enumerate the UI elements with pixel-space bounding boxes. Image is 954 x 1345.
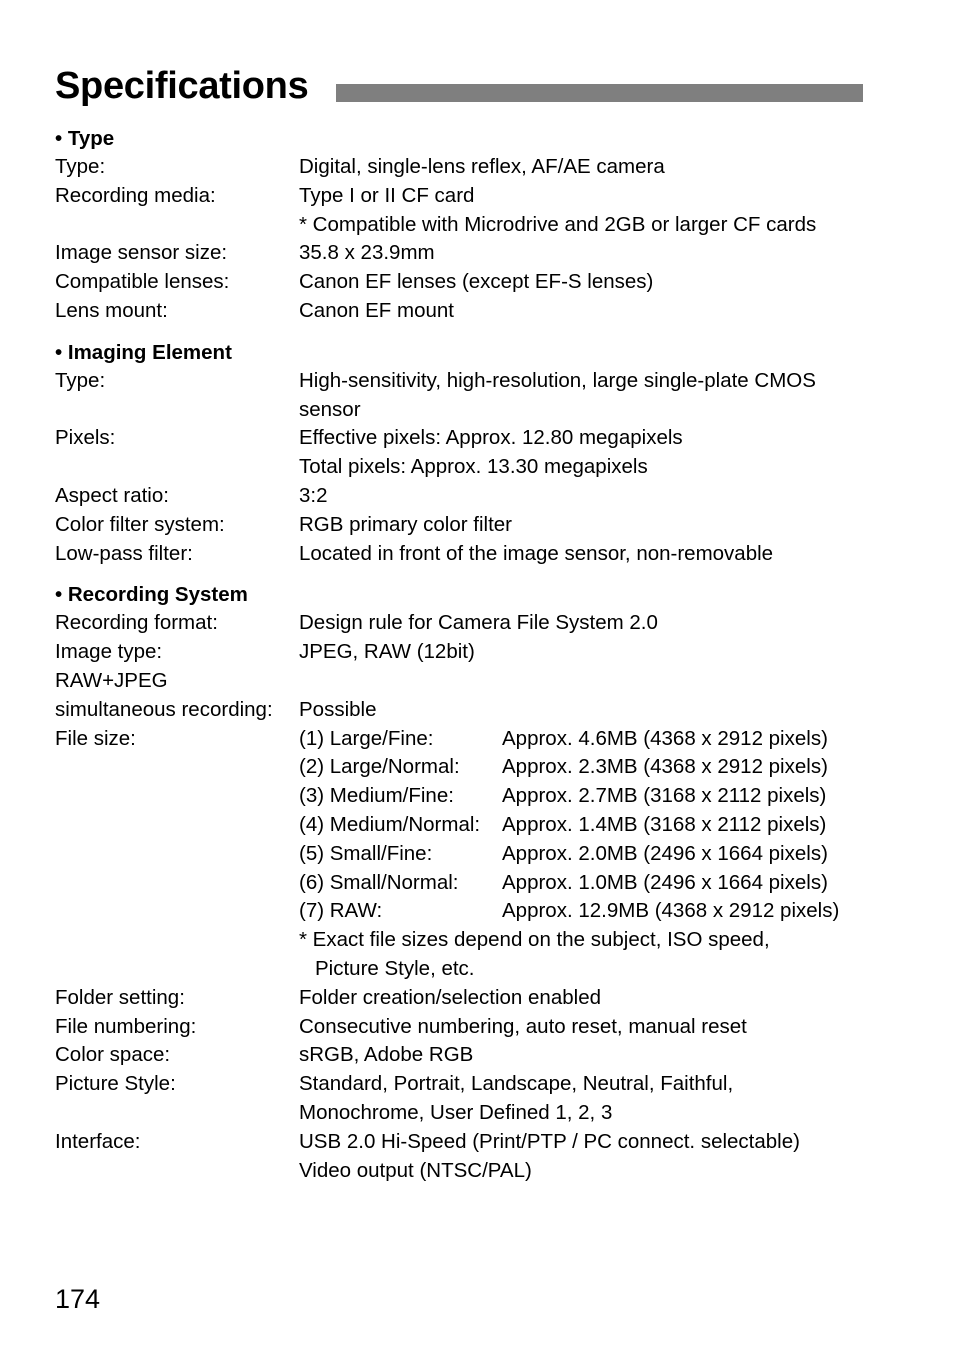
file-size-quality: (7) RAW: [299,899,383,923]
file-size-quality: (2) Large/Normal: [299,755,460,779]
spec-row [55,540,915,569]
file-size-quality: (3) Medium/Fine: [299,784,454,808]
spec-value-line [299,667,915,696]
spec-label: Compatible lenses: [55,270,230,294]
spec-value-line: Design rule for Camera File System 2.0 [299,611,658,635]
file-size-value: Approx. 4.6MB (4368 x 2912 pixels) [502,726,828,750]
file-size-value: Approx. 2.3MB (4368 x 2912 pixels) [502,755,828,779]
file-size-value: Approx. 2.0MB (2496 x 1664 pixels) [502,841,828,865]
spec-row [55,511,915,540]
spec-value-line: Total pixels: Approx. 13.30 megapixels [299,455,648,479]
spec-row [55,1128,915,1186]
file-size-value: Approx. 1.0MB (2496 x 1664 pixels) [502,870,828,894]
spec-value [299,1041,915,1070]
file-size-quality: (1) Large/Fine: [299,726,434,750]
spec-label: Type: [55,368,106,392]
spec-value [299,482,915,511]
spec-value [299,153,915,182]
file-size-list [299,725,915,984]
spec-row [55,367,915,425]
spec-label: Lens mount: [55,298,168,322]
spec-row [55,638,915,667]
spec-row [55,239,915,268]
spec-value-line: Digital, single-lens reflex, AF/AE camera [299,155,665,178]
spec-value-line: sRGB, Adobe RGB [299,1043,474,1067]
page-number: 174 [55,1284,101,1314]
section-heading: • Imaging Element [55,340,232,364]
spec-value [299,1070,915,1128]
spec-row [55,482,915,511]
file-size-entry [299,782,915,811]
spec-value-line: Effective pixels: Approx. 12.80 megapixels [299,426,683,450]
spec-label: File size: [55,726,136,750]
spec-value [299,182,915,240]
spec-value-line: * Compatible with Microdrive and 2GB or larger CF cards [299,212,817,236]
file-size-entry [299,811,915,840]
spec-value-line: Possible [299,697,377,721]
file-size-quality: (6) Small/Normal: [299,870,459,894]
spec-value-line: Standard, Portrait, Landscape, Neutral, Faithful, [299,1072,734,1096]
file-size-entry [299,869,915,898]
spec-row [55,1041,915,1070]
spec-label: Type: [55,155,106,178]
spec-value-line: 3:2 [299,483,328,507]
spec-label: Image type: [55,640,163,664]
spec-row [55,667,915,696]
page-title: Specifications [55,65,309,107]
spec-value [299,540,915,569]
spec-row [55,297,915,326]
spec-row [55,609,915,638]
spec-value-line: sensor [299,397,361,421]
spec-value [299,297,915,326]
spec-row [55,182,915,240]
spec-value-line: 35.8 x 23.9mm [299,241,435,265]
spec-value-line: High-sensitivity, high-resolution, large single-plate CMOS [299,368,816,392]
spec-label: Picture Style: [55,1072,176,1096]
spec-row [55,268,915,297]
spec-value-line: Located in front of the image sensor, non-removable [299,541,774,565]
spec-value [299,609,915,638]
spec-label: File numbering: [55,1014,197,1038]
file-size-value: Approx. 1.4MB (3168 x 2112 pixels) [502,812,827,836]
spec-value [299,367,915,425]
spec-row [55,696,915,725]
spec-row [55,153,915,182]
spec-value-line: USB 2.0 Hi-Speed (Print/PTP / PC connect. selectable) [299,1129,800,1153]
spec-value-line: Folder creation/selection enabled [299,985,601,1009]
spec-label: simultaneous recording: [55,697,273,721]
spec-value [299,239,915,268]
file-size-entry [299,897,915,926]
spec-value-line: JPEG, RAW (12bit) [299,640,475,664]
spec-label: Color filter system: [55,512,225,536]
spec-label: Recording format: [55,611,218,635]
section-type [55,124,915,326]
file-size-value: Approx. 12.9MB (4368 x 2912 pixels) [502,899,840,923]
spec-value [299,667,915,696]
file-size-entry [299,840,915,869]
title-rule-bar [336,84,863,102]
spec-value [299,1013,915,1042]
spec-value [299,511,915,540]
spec-value [299,1128,915,1186]
section-heading: • Recording System [55,583,248,607]
spec-value-line: Video output (NTSC/PAL) [299,1158,532,1182]
spec-row [55,984,915,1013]
spec-value-line: Consecutive numbering, auto reset, manual reset [299,1014,747,1038]
spec-value [299,424,915,482]
spec-row [55,1013,915,1042]
file-size-value: Approx. 2.7MB (3168 x 2112 pixels) [502,784,827,808]
spec-row [55,1070,915,1128]
spec-label: Interface: [55,1129,141,1153]
spec-value [299,268,915,297]
file-size-note: Picture Style, etc. [315,956,475,980]
spec-label: RAW+JPEG [55,668,168,692]
spec-label: Image sensor size: [55,241,228,265]
section-heading: • Type [55,127,115,150]
spec-value [299,984,915,1013]
spec-label: Folder setting: [55,985,185,1009]
spec-label: Aspect ratio: [55,483,169,507]
spec-label: Recording media: [55,183,216,207]
file-size-entry [299,753,915,782]
spec-label: Pixels: [55,426,116,450]
file-size-note: * Exact file sizes depend on the subject, ISO speed, [299,928,770,952]
spec-value-line: Canon EF mount [299,298,454,322]
file-size-quality: (5) Small/Fine: [299,841,433,865]
spec-value [299,696,915,725]
file-size-row [55,725,915,984]
file-size-quality: (4) Medium/Normal: [299,812,481,836]
spec-value-line: RGB primary color filter [299,512,513,536]
section-imaging-element [55,338,915,569]
spec-value [299,638,915,667]
spec-value-line: Canon EF lenses (except EF-S lenses) [299,270,654,294]
spec-row [55,424,915,482]
file-size-entry [299,725,915,754]
spec-label: Low-pass filter: [55,541,193,565]
spec-value-line: Monochrome, User Defined 1, 2, 3 [299,1100,613,1124]
spec-label: Color space: [55,1043,171,1067]
spec-value-line: Type I or II CF card [299,183,475,207]
section-recording-system [55,580,915,1185]
spec-content [55,124,915,1185]
